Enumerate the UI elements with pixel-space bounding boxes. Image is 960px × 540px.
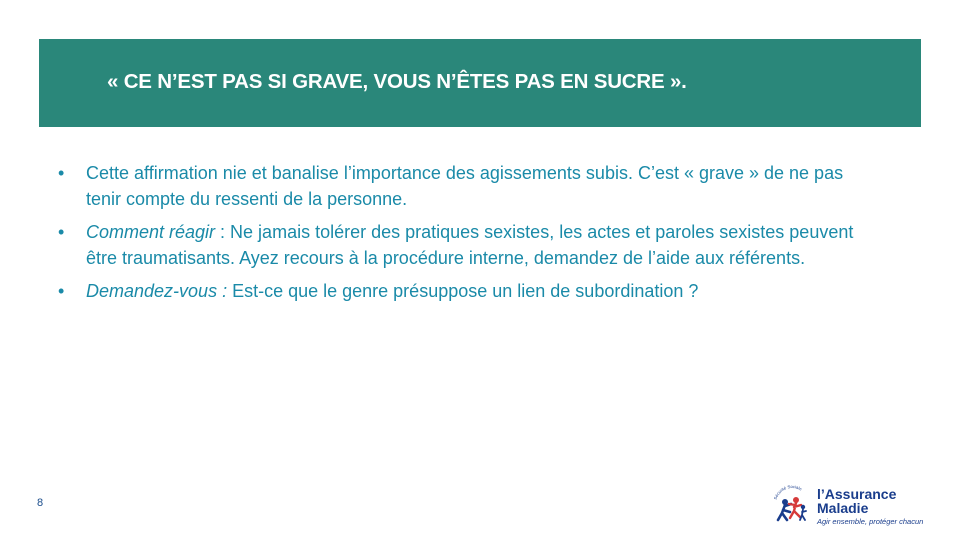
logo-name-line2: Maladie (817, 500, 869, 516)
assurance-maladie-logo (770, 480, 930, 530)
title-band (39, 39, 921, 127)
page-number: 8 (37, 497, 44, 509)
bullet-item (58, 219, 878, 271)
logo-name-line1: l’Assurance (817, 486, 897, 502)
bullet-dot: • (58, 222, 65, 242)
bullet-text: : Ne jamais tolérer des pratiques sexistes, les actes et paroles sexistes peuvent être traumatisants. Ayez recours à la procédure interne, demandez de l’aide aux référents. (86, 222, 854, 268)
bullet-dot: • (58, 163, 65, 183)
logo-name (817, 487, 896, 515)
bullet-item (58, 160, 878, 212)
bullet-list (58, 160, 878, 311)
bullet-lead: Comment réagir (86, 222, 216, 242)
bullet-text: Cette affirmation nie et banalise l’importance des agissements subis. C’est « grave » de ne pas tenir compte du ressenti de la personne. (86, 163, 844, 209)
bullet-lead: Demandez-vous : (86, 281, 228, 301)
svg-text:Sécurité Sociale (773, 484, 804, 500)
logo-arc-text: Sécurité Sociale (772, 483, 803, 501)
logo-tagline: Agir ensemble, protéger chacun (817, 517, 924, 526)
bullet-item (58, 278, 878, 304)
bullet-text: Est-ce que le genre présuppose un lien de subordination ? (227, 281, 699, 301)
bullet-dot: • (58, 281, 65, 301)
slide-title: « CE N’EST PAS SI GRAVE, VOUS N’ÊTES PAS EN SUCRE ». (107, 70, 687, 93)
running-figures-icon (770, 482, 814, 526)
